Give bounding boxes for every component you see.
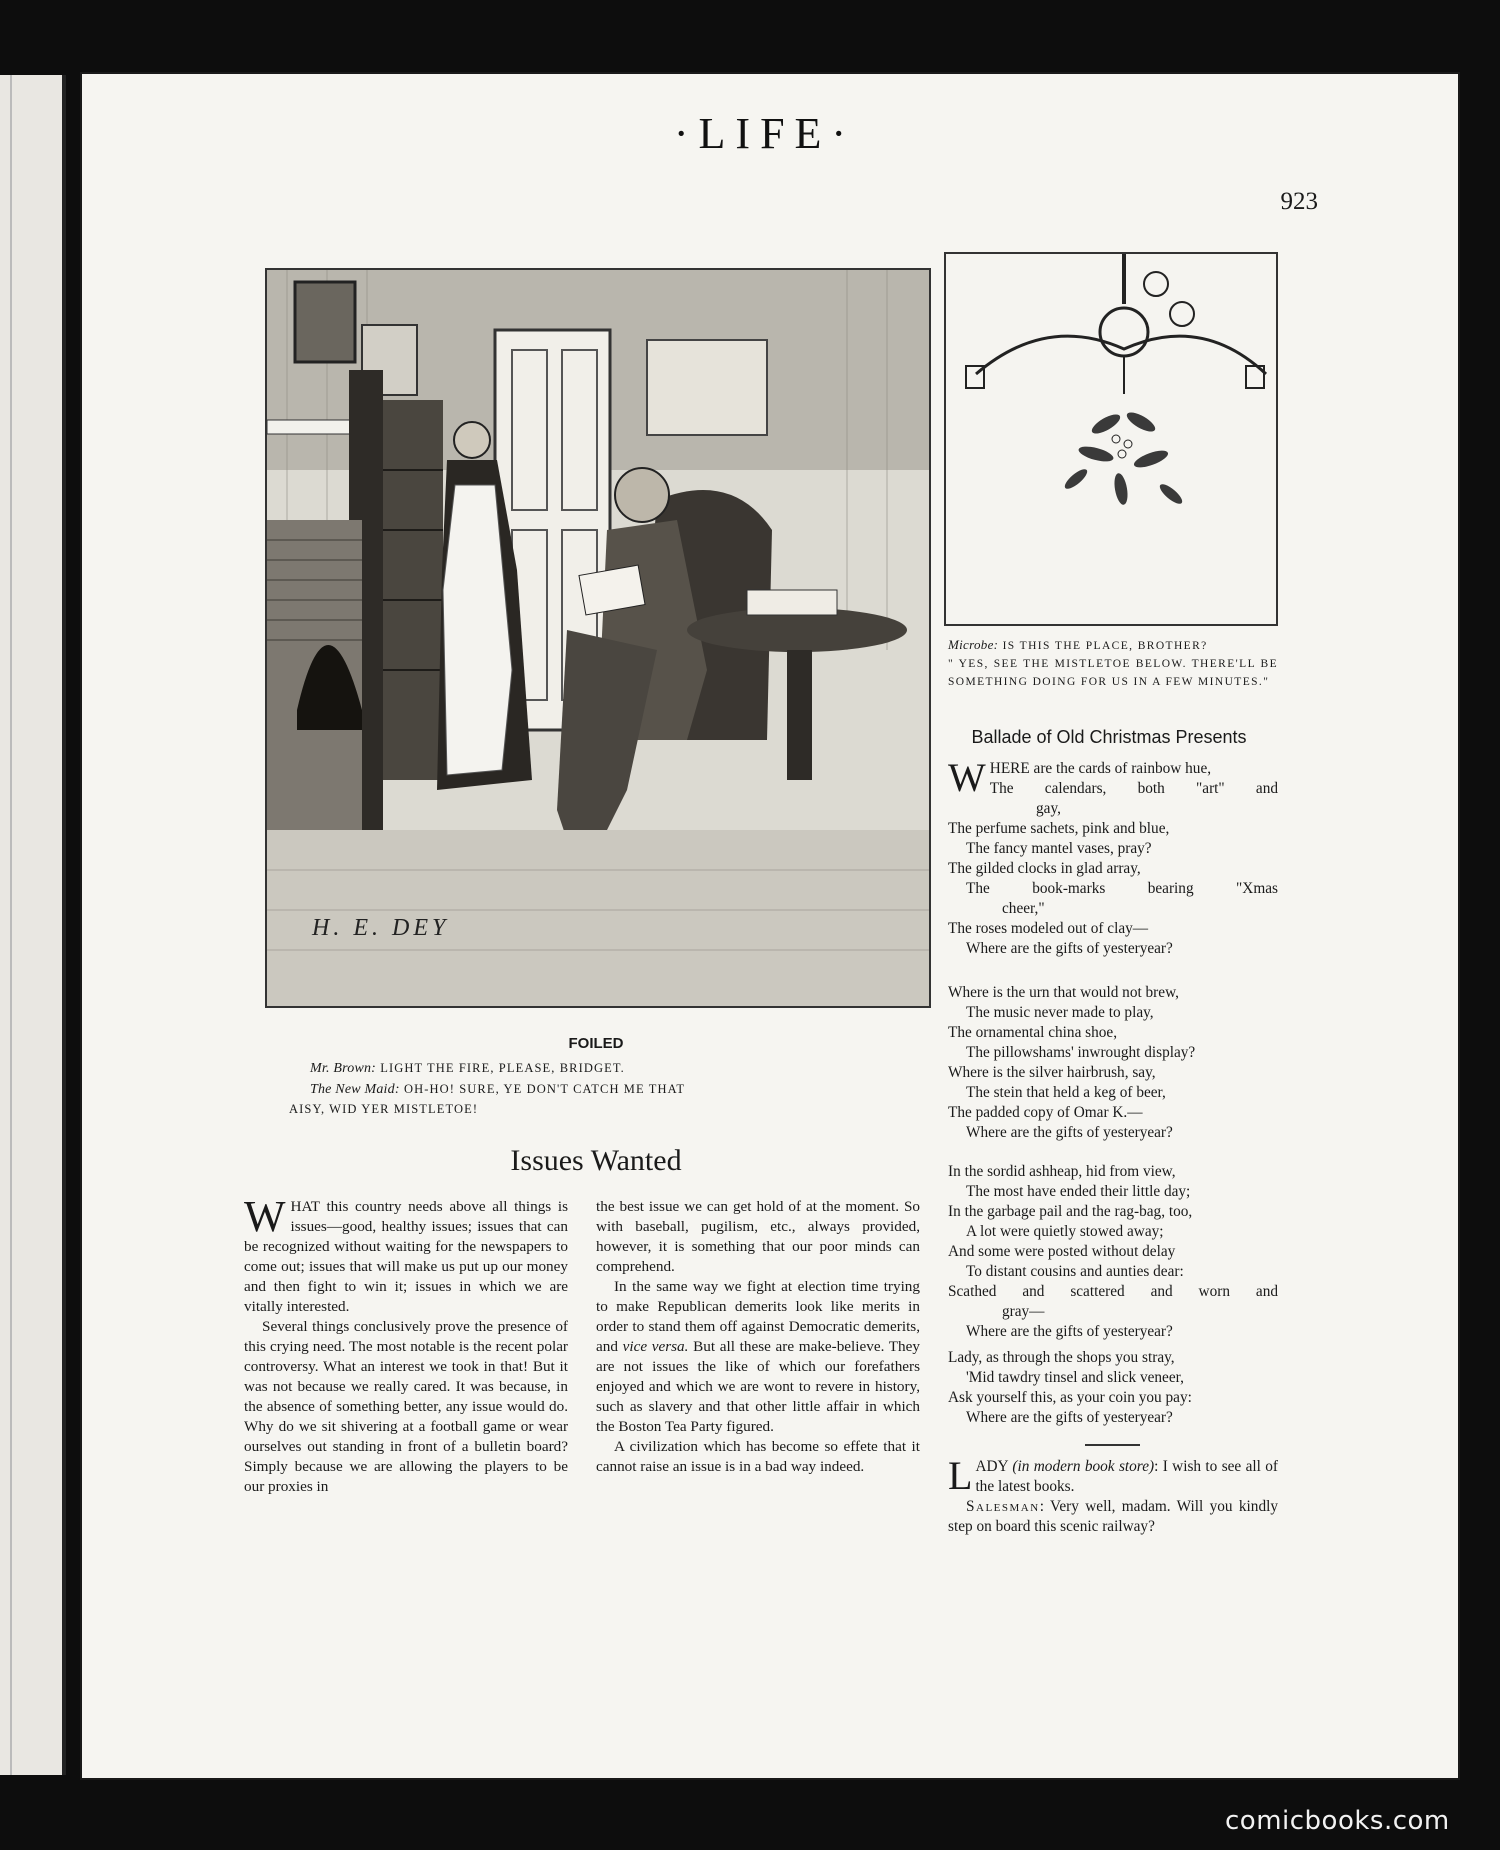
adjacent-page-edge	[0, 75, 66, 1775]
poem-line: The padded copy of Omar K.—	[948, 1104, 1143, 1121]
parlor-scene-drawing	[267, 270, 929, 1006]
drop-cap: W	[948, 755, 986, 800]
poem-line: The roses modeled out of clay—	[948, 920, 1149, 937]
caption-text: " YES, SEE THE MISTLETOE BELOW. THERE'LL BE SOMETHING DOING FOR US IN A FEW MINUTES."	[948, 658, 1278, 688]
poem-line: Where are the gifts of yesteryear?	[966, 1124, 1173, 1141]
poem-line: The stein that held a keg of beer,	[966, 1084, 1166, 1101]
ballade-stanza-1	[948, 755, 1278, 959]
masthead: ·LIFE·	[673, 109, 857, 158]
drop-cap: W	[244, 1192, 286, 1241]
microbe-caption	[948, 636, 1278, 691]
article-headline: Issues Wanted	[510, 1144, 682, 1177]
poem-line: The perfume sachets, pink and blue,	[948, 820, 1170, 837]
poem-line: Where are the gifts of yesteryear?	[966, 1409, 1173, 1426]
drop-cap: L	[948, 1453, 973, 1498]
article-column-2	[596, 1197, 920, 1477]
caption-text: OH-HO! SURE, YE DON'T CATCH ME THAT	[403, 1082, 686, 1096]
poem-line: And some were posted without delay	[948, 1243, 1176, 1260]
poem-line: The ornamental china shoe,	[948, 1024, 1118, 1041]
article-paragraph: Several things conclusively prove the presence of this crying need. The most notable is the recent polar controversy. What an interest we took in that! But it was not because we really cared. It was because, in the absence of something better, any issue would do. Why do we sit shivering at a football game or wear ourselves out standing in front of a bulletin board? Simply because we are allowing the players to be our proxies in	[244, 1318, 568, 1495]
caption-text: LIGHT THE FIRE, PLEASE, BRIDGET.	[380, 1061, 625, 1075]
poem-line: Where are the gifts of yesteryear?	[966, 1323, 1173, 1340]
caption-speaker: Microbe:	[948, 637, 999, 652]
article-paragraph: the best issue we can get hold of at the moment. So with baseball, pugilism, etc., always provided, however, it is something that our poor minds can comprehend.	[596, 1198, 920, 1275]
poem-line: The book-marks bearing "Xmas	[966, 880, 1278, 897]
poem-line: WHERE are the cards of rainbow hue,	[948, 755, 1212, 800]
poem-line: In the garbage pail and the rag-bag, too,	[948, 1203, 1193, 1220]
poem-line: In the sordid ashheap, hid from view,	[948, 1163, 1176, 1180]
poem-line: Where is the urn that would not brew,	[948, 984, 1179, 1001]
caption-speaker: The New Maid:	[310, 1082, 400, 1097]
poem-line: The gilded clocks in glad array,	[948, 860, 1141, 877]
caption-title: FOILED	[568, 1035, 624, 1052]
caption-line-2	[310, 1082, 685, 1098]
caption-line-1	[310, 1061, 625, 1077]
ballade-stanza-2	[948, 983, 1278, 1143]
poem-line: The calendars, both "art" and	[989, 780, 1278, 797]
article-paragraph: A civilization which has become so effete that it cannot raise an issue is in a bad way indeed.	[596, 1438, 920, 1475]
bookstore-joke	[948, 1453, 1278, 1537]
poem-line: gay,	[1036, 800, 1061, 817]
microbe-mistletoe-illustration	[944, 252, 1278, 626]
joke-line: LADY (in modern book store): I wish to see all of the latest books.	[948, 1453, 1278, 1498]
ballade-envoi	[948, 1348, 1278, 1428]
article-paragraph: In the same way we fight at election time trying to make Republican demerits look like merits in order to stand them off against Democratic demerits, and vice versa. But all these are make-believe. They are not issues the like of which our forefathers enjoyed and which we are wont to revere in history, such as slavery and that other little affair in which the Boston Tea Party figured.	[596, 1278, 920, 1435]
poem-line: Where is the silver hairbrush, say,	[948, 1064, 1156, 1081]
artist-signature: H. E. DEY	[312, 915, 450, 941]
poem-line: Scathed and scattered and worn and	[948, 1283, 1278, 1300]
caption-speaker: Mr. Brown:	[310, 1061, 377, 1076]
poem-line: cheer,"	[1002, 900, 1045, 917]
poem-line: The pillowshams' inwrought display?	[966, 1044, 1196, 1061]
joke-line: Salesman: Very well, madam. Will you kindly step on board this scenic railway?	[948, 1498, 1278, 1535]
poem-line: 'Mid tawdry tinsel and slick veneer,	[966, 1369, 1184, 1386]
poem-line: The music never made to play,	[966, 1004, 1154, 1021]
poem-line: The fancy mantel vases, pray?	[966, 840, 1152, 857]
article-column-1	[244, 1192, 568, 1497]
ballade-title: Ballade of Old Christmas Presents	[971, 727, 1247, 747]
ballade-stanza-3	[948, 1162, 1278, 1342]
page-number: 923	[1280, 188, 1318, 215]
poem-line: Lady, as through the shops you stray,	[948, 1349, 1175, 1366]
watermark: comicbooks.com	[1225, 1806, 1450, 1836]
poem-line: A lot were quietly stowed away;	[966, 1223, 1164, 1240]
caption-text: AISY, WID YER MISTLETOE!	[289, 1102, 479, 1116]
article-paragraph: WHAT this country needs above all things is issues—good, healthy issues; issues that can be recognized without waiting for the newspapers to come out; issues that will make us put up our money and then fight to win it; issues in which we are vitally interested.	[244, 1192, 568, 1315]
caption-line-3	[289, 1102, 478, 1117]
poem-line: The most have ended their little day;	[966, 1183, 1191, 1200]
chandelier-mistletoe-drawing	[946, 254, 1276, 624]
poem-line: Where are the gifts of yesteryear?	[966, 940, 1173, 957]
foiled-illustration	[265, 268, 931, 1008]
poem-line: gray—	[1002, 1303, 1045, 1320]
caption-text: IS THIS THE PLACE, BROTHER?	[1002, 640, 1208, 652]
section-divider	[1085, 1444, 1140, 1446]
poem-line: Ask yourself this, as your coin you pay:	[948, 1389, 1192, 1406]
poem-line: To distant cousins and aunties dear:	[966, 1263, 1184, 1280]
